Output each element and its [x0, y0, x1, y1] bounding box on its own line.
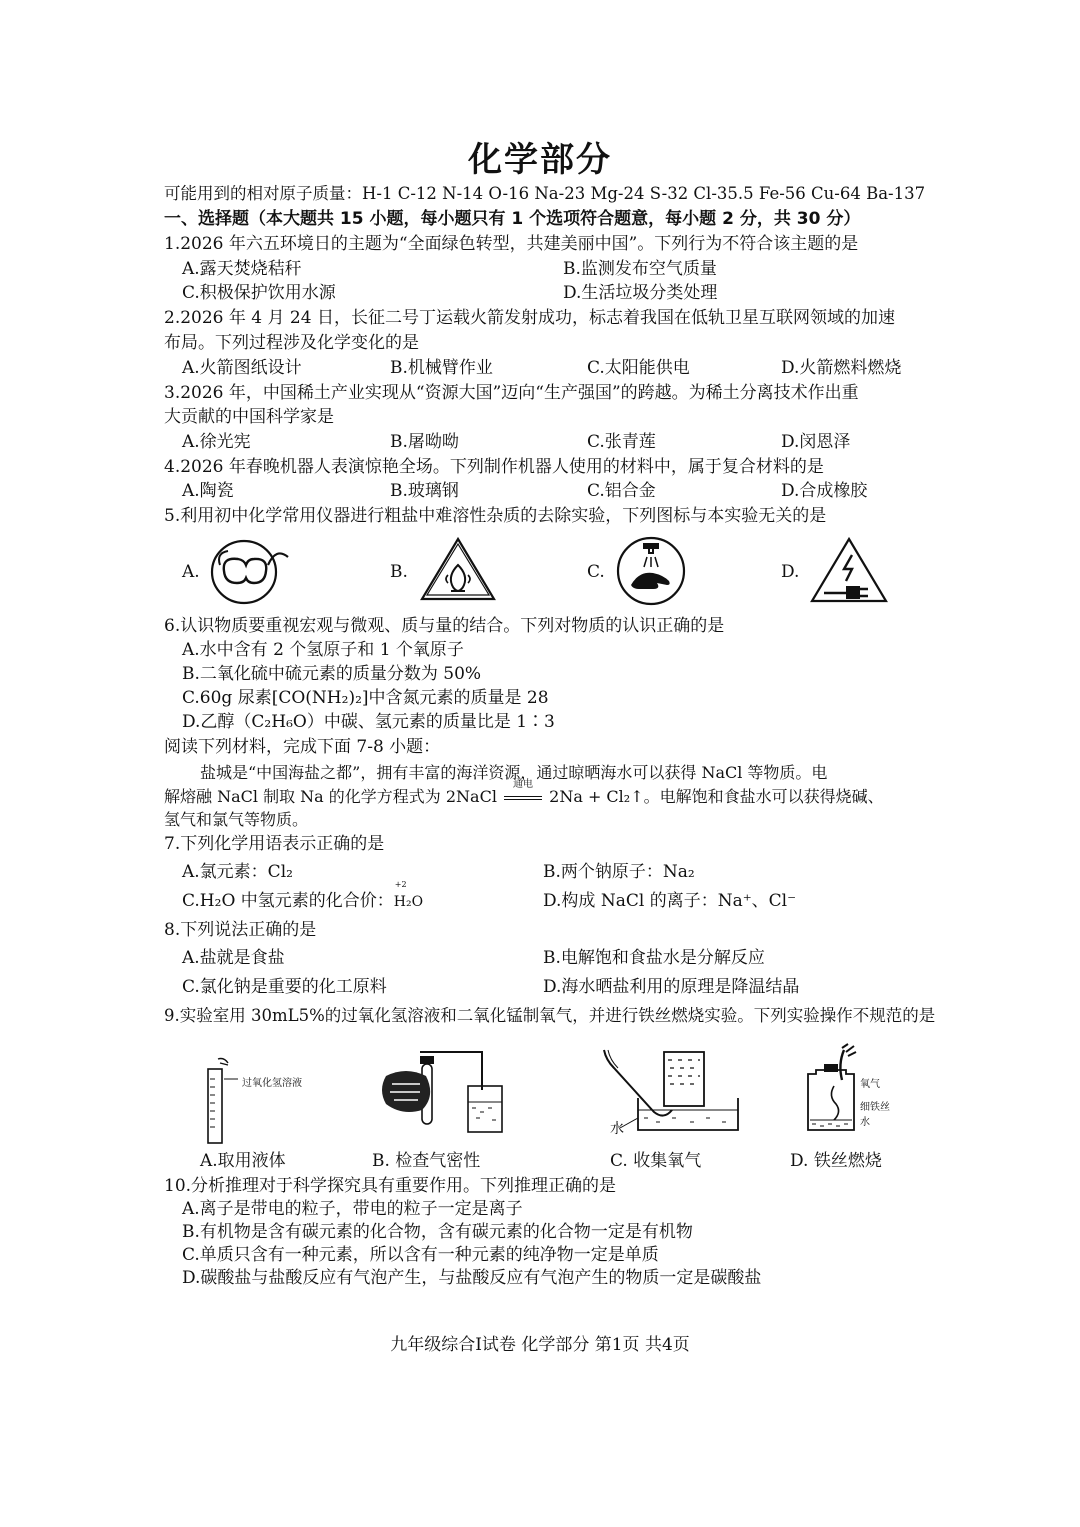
reaction-arrow [502, 779, 544, 808]
valence-mark: +2 [394, 880, 407, 889]
q1-option-d: D.生活垃圾分类处理 [563, 283, 718, 303]
atomic-masses: 可能用到的相对原子质量：H-1 C-12 N-14 O-16 Na-23 Mg-24 S-32 Cl-35.5 Fe-56 Cu-64 Ba-137 [164, 184, 926, 203]
q10-stem: 10.分析推理对于科学探究具有重要作用。下列推理正确的是 [164, 1176, 617, 1196]
q8-option-c: C.氯化钠是重要的化工原料 [182, 977, 387, 997]
q4-option-c: C.铝合金 [587, 481, 656, 501]
q10-option-b: B.有机物是含有碳元素的化合物，含有碳元素的化合物一定是有机物 [182, 1222, 693, 1242]
page-footer: 九年级综合Ⅰ试卷 化学部分 第1页 共4页 [390, 1335, 690, 1355]
reaction-condition: 通电 [513, 779, 534, 790]
q6-option-a: A.水中含有 2 个氢原子和 1 个氧原子 [182, 640, 464, 660]
electric-hazard-icon [808, 535, 890, 609]
q5-option-d: D. [781, 562, 800, 582]
material-line2-part2: 2Na + Cl₂↑。电解饱和食盐水可以获得烧碱、 [544, 787, 884, 806]
q2-stem-line2: 布局。下列过程涉及化学变化的是 [164, 333, 419, 353]
material-line2-part1: 解熔融 NaCl 制取 Na 的化学方程式为 2NaCl [164, 787, 503, 806]
valence-formula [393, 880, 424, 913]
q8-stem: 8.下列说法正确的是 [164, 920, 317, 940]
airtightness-check-diagram [380, 1046, 525, 1140]
flame-warning-icon [418, 535, 498, 607]
q7-stem: 7.下列化学用语表示正确的是 [164, 834, 385, 854]
q5-option-a: A. [182, 562, 200, 582]
goggles-icon [208, 535, 292, 611]
q2-stem-line1: 2.2026 年 4 月 24 日，长征二号丁运载火箭发射成功，标志着我国在低轨卫星互联网领域的加速 [164, 308, 895, 328]
q7-option-c-text: C.H₂O 中氢元素的化合价： [182, 891, 394, 911]
hand-wash-icon [615, 535, 687, 611]
q9-option-a: A.取用液体 [200, 1151, 286, 1171]
label-water-2: 水 [860, 1117, 870, 1128]
q2-option-b: B.机械臂作业 [390, 358, 493, 378]
q1-option-b: B.监测发布空气质量 [563, 259, 717, 279]
q7-option-b: B.两个钠原子：Na₂ [543, 862, 695, 882]
q7-option-a: A.氯元素：Cl₂ [182, 862, 293, 882]
reading-intro: 阅读下列材料，完成下面 7-8 小题： [164, 737, 441, 757]
q4-option-d: D.合成橡胶 [781, 481, 868, 501]
material-line3: 氢气和氯气等物质。 [164, 810, 309, 829]
label-water: 水 [610, 1121, 624, 1137]
label-oxygen: 氧气 [860, 1079, 880, 1090]
water-formula: H₂O [393, 894, 424, 910]
graduated-cylinder-diagram [200, 1055, 350, 1149]
section-heading: 一、选择题（本大题共 15 小题，每小题只有 1 个选项符合题意，每小题 2 分，共 30 分） [164, 209, 861, 229]
q2-option-d: D.火箭燃料燃烧 [781, 358, 902, 378]
q10-option-a: A.离子是带电的粒子，带电的粒子一定是离子 [182, 1199, 523, 1219]
q10-option-d: D.碳酸盐与盐酸反应有气泡产生，与盐酸反应有气泡产生的物质一定是碳酸盐 [182, 1268, 762, 1288]
label-h2o2: 过氧化氢溶液 [242, 1078, 302, 1089]
label-iron-wire: 细铁丝 [860, 1102, 890, 1113]
q6-stem: 6.认识物质要重视宏观与微观、质与量的结合。下列对物质的认识正确的是 [164, 616, 725, 636]
q7-option-c [182, 880, 424, 913]
q6-option-d: D.乙醇（C₂H₆O）中碳、氢元素的质量比是 1∶3 [182, 712, 555, 732]
q8-option-d: D.海水晒盐利用的原理是降温结晶 [543, 977, 800, 997]
q3-option-c: C.张青莲 [587, 432, 656, 452]
q10-option-c: C.单质只含有一种元素，所以含有一种元素的纯净物一定是单质 [182, 1245, 659, 1265]
page-title: 化学部分 [468, 140, 612, 180]
q9-stem: 9.实验室用 30mL5%的过氧化氢溶液和二氧化锰制氧气，并进行铁丝燃烧实验。下列实验操作不规范的是 [164, 1006, 936, 1025]
q3-option-a: A.徐光宪 [182, 432, 251, 452]
q4-option-b: B.玻璃钢 [390, 481, 459, 501]
q9-option-c: C. 收集氧气 [610, 1151, 702, 1171]
q2-option-a: A.火箭图纸设计 [182, 358, 302, 378]
q3-stem-line1: 3.2026 年，中国稀土产业实现从“资源大国”迈向“生产强国”的跨越。为稀土分离技术作出重 [164, 383, 859, 403]
q8-option-a: A.盐就是食盐 [182, 948, 285, 968]
q9-option-b: B. 检查气密性 [372, 1151, 481, 1171]
q4-stem: 4.2026 年春晚机器人表演惊艳全场。下列制作机器人使用的材料中，属于复合材料的是 [164, 457, 824, 477]
q5-option-b: B. [390, 562, 408, 582]
q1-option-c: C.积极保护饮用水源 [182, 283, 336, 303]
q3-stem-line2: 大贡献的中国科学家是 [164, 407, 334, 427]
q3-option-d: D.闵恩泽 [781, 432, 851, 452]
material-line2 [164, 779, 884, 808]
q5-stem: 5.利用初中化学常用仪器进行粗盐中难溶性杂质的去除实验，下列图标与本实验无关的是 [164, 506, 827, 526]
q8-option-b: B.电解饱和食盐水是分解反应 [543, 948, 765, 968]
q1-option-a: A.露天焚烧秸秆 [182, 259, 302, 279]
q2-option-c: C.太阳能供电 [587, 358, 690, 378]
q6-option-c: C.60g 尿素[CO(NH₂)₂]中含氮元素的质量是 28 [182, 688, 549, 708]
q1-stem: 1.2026 年六五环境日的主题为“全面绿色转型，共建美丽中国”。下列行为不符合该主题的是 [164, 234, 859, 254]
q9-option-d: D. 铁丝燃烧 [790, 1151, 882, 1171]
material-line1: 盐城是“中国海盐之都”，拥有丰富的海洋资源，通过晾晒海水可以获得 NaCl 等物质。电 [200, 763, 828, 782]
q7-option-d: D.构成 NaCl 的离子：Na⁺、Cl⁻ [543, 891, 797, 911]
q6-option-b: B.二氧化硫中硫元素的质量分数为 50% [182, 664, 482, 684]
q3-option-b: B.屠呦呦 [390, 432, 459, 452]
q5-option-c: C. [587, 562, 605, 582]
q4-option-a: A.陶瓷 [182, 481, 234, 501]
